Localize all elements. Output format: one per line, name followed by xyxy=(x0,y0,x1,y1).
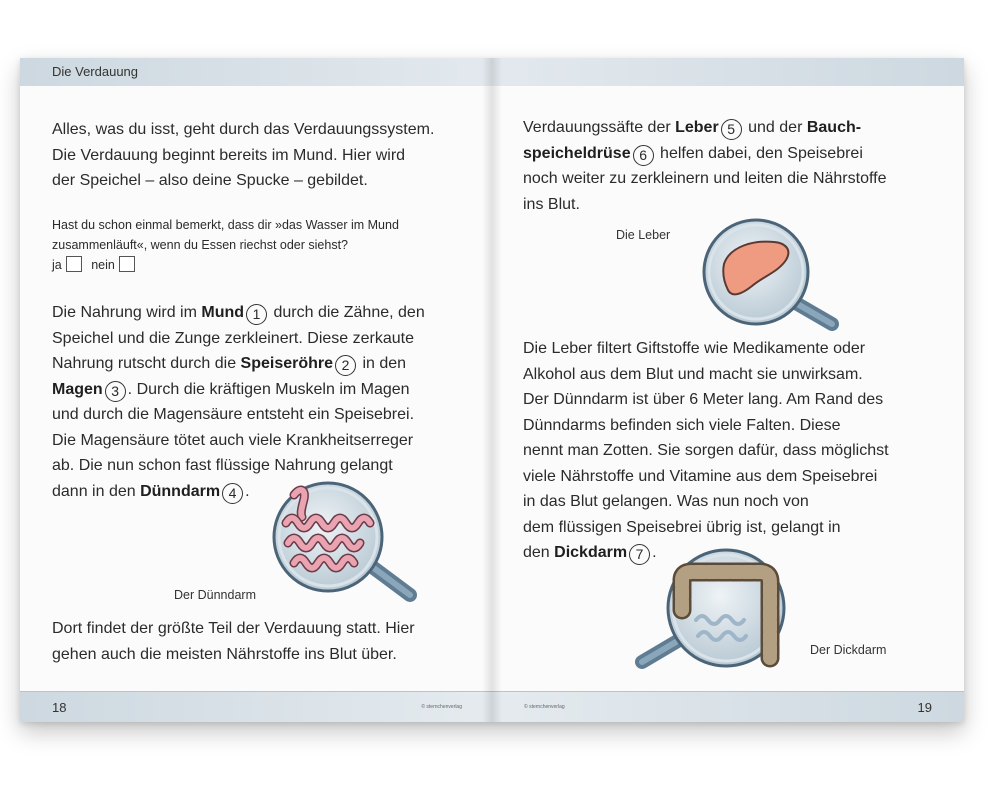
header-band xyxy=(20,58,492,86)
footer-band xyxy=(492,691,964,722)
left-page xyxy=(20,58,492,722)
term-speiseroehre: Speiseröhre xyxy=(240,355,334,372)
closing-paragraph: Dort findet der größte Teil der Verdauung statt. Hier gehen auch die meisten Nährstoffe ins Blut über. xyxy=(52,620,415,663)
large-intestine-magnifier-icon xyxy=(632,550,802,680)
publisher-note: © sternchenverlag xyxy=(421,704,462,710)
small-intestine-magnifier-icon xyxy=(260,483,440,613)
yes-label: ja xyxy=(52,258,62,272)
term-magen: Magen xyxy=(52,380,103,398)
yes-checkbox[interactable] xyxy=(66,256,82,272)
footer-band xyxy=(20,691,492,722)
right-page xyxy=(492,58,964,722)
term-duenndarm: Dünndarm xyxy=(140,482,221,500)
marker-7: 7 xyxy=(629,544,650,565)
header-band xyxy=(492,58,964,86)
marker-1: 1 xyxy=(246,304,267,325)
marker-6: 6 xyxy=(633,145,654,166)
caption-small-intestine: Der Dünndarm xyxy=(174,588,256,602)
digestive-juices-paragraph: Verdauungssäfte der Leber 5 und der Bauch- speicheldrüse 6 helfen dabei, den Speisebrei noch weiter zu zerkleinern und leiten die Nährstoffe ins Blut. xyxy=(523,119,887,213)
liver-function-paragraph: Die Leber filtert Giftstoffe wie Medikamente oder Alkohol aus dem Blut und macht sie unwirksam. Der Dünndarm ist über 6 Meter lang. Am Rand des Dünndarms befinden sich viele Falten. Diese nennt man Zotten. Sie sorgen dafür, dass möglichst viele Nährstoffe und Vitamine aus dem Speisebrei in das Blut gelangen. Was nun noch von dem flüssigen Speisebrei übrig ist, gelangt in den Dickdarm 7 . xyxy=(523,336,889,566)
liver-magnifier-icon xyxy=(682,222,862,340)
marker-4: 4 xyxy=(222,483,243,504)
marker-5: 5 xyxy=(721,119,742,140)
term-bauchspeicheldruese: speicheldrüse xyxy=(523,144,631,162)
intro-paragraph: Alles, was du isst, geht durch das Verdauungssystem. Die Verdauung beginnt bereits im Mund. Hier wird der Speichel – also deine Spucke – gebildet. xyxy=(52,121,435,189)
term-dickdarm: Dickdarm xyxy=(554,544,628,561)
publisher-note: © sternchenverlag xyxy=(524,704,565,710)
body-paragraph: Die Nahrung wird im Mund 1 durch die Zähne, den Speichel und die Zunge zerkleinert. Diese zerkaute Nahrung rutscht durch die Speiseröhre 2 in den Magen 3 . Durch die kräftigen Muskeln im Magen und durch die Magensäure entsteht ein Speisebrei. Die Magensäure tötet auch viele Krankheitserreger ab. Die nun schon fast flüssige Nahrung gelangt dann in den Dünndarm 4 . xyxy=(52,300,425,504)
caption-large-intestine: Der Dickdarm xyxy=(810,643,887,657)
caption-liver: Die Leber xyxy=(616,228,671,242)
page-number: 18 xyxy=(52,700,67,715)
page-number: 19 xyxy=(917,700,932,715)
chapter-title: Die Verdauung xyxy=(52,64,139,79)
book-spread xyxy=(20,58,964,722)
no-label: nein xyxy=(91,258,115,272)
no-checkbox[interactable] xyxy=(119,256,135,272)
term-leber: Leber xyxy=(675,119,719,136)
marker-2: 2 xyxy=(335,355,356,376)
term-mund: Mund xyxy=(201,304,245,321)
marker-3: 3 xyxy=(105,381,126,402)
question-block: Hast du schon einmal bemerkt, dass dir »das Wasser im Mund zusammenläuft«, wenn du Essen riechst oder siehst? ja nein xyxy=(52,218,399,272)
